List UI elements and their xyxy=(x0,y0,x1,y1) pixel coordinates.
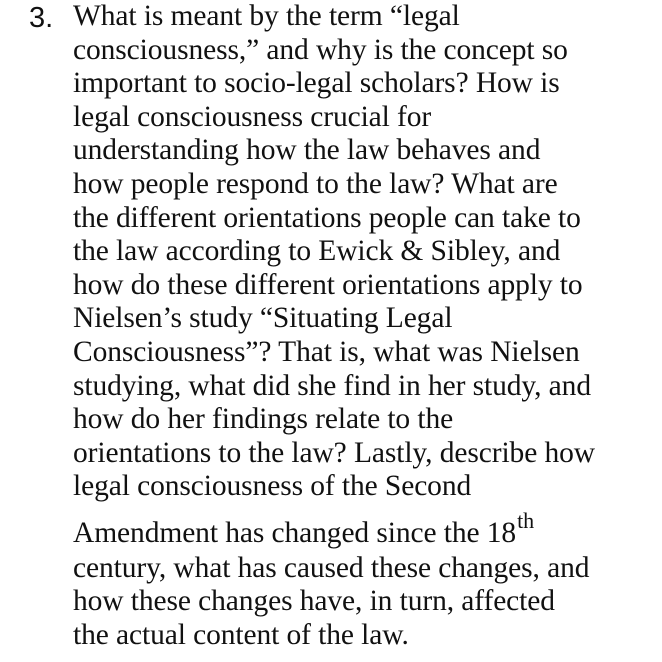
question-line: the actual content of the law. xyxy=(73,618,409,651)
question-line: how these changes have, in turn, affected xyxy=(73,585,555,618)
question-line: Nielsen’s study “Situating Legal xyxy=(73,302,453,335)
question-line: understanding how the law behaves and xyxy=(73,134,541,167)
question-line: legal consciousness crucial for xyxy=(73,100,432,133)
clipped-text-fragment xyxy=(73,654,661,662)
question-line: the law according to Ewick & Sibley, and xyxy=(73,235,561,268)
question-line: how do these different orientations apply to xyxy=(73,268,583,301)
question-line: how people respond to the law? What are xyxy=(73,167,558,200)
question-line: Consciousness”? That is, what was Nielsen xyxy=(73,335,580,368)
question-line: how do her findings relate to the xyxy=(73,403,454,436)
question-number: 3. xyxy=(29,2,54,34)
question-line: legal consciousness of the Second xyxy=(73,470,472,503)
question-line: studying, what did she find in her study, and xyxy=(73,369,591,402)
question-line: century, what has caused these changes, and xyxy=(73,551,590,584)
continued-prefix: Amendment has changed since the 18 xyxy=(73,516,517,549)
question-line: What is meant by the term “legal xyxy=(73,0,460,32)
question-line-continued xyxy=(73,507,661,552)
question-text xyxy=(73,0,661,652)
question-line: orientations to the law? Lastly, describe how xyxy=(73,436,595,469)
question-line: consciousness,” and why is the concept so xyxy=(73,33,568,66)
ordinal-superscript: th xyxy=(517,507,534,533)
clipped-next-line xyxy=(73,648,661,662)
question-line: important to socio-legal scholars? How is xyxy=(73,67,560,100)
question-line: the different orientations people can take to xyxy=(73,201,581,234)
